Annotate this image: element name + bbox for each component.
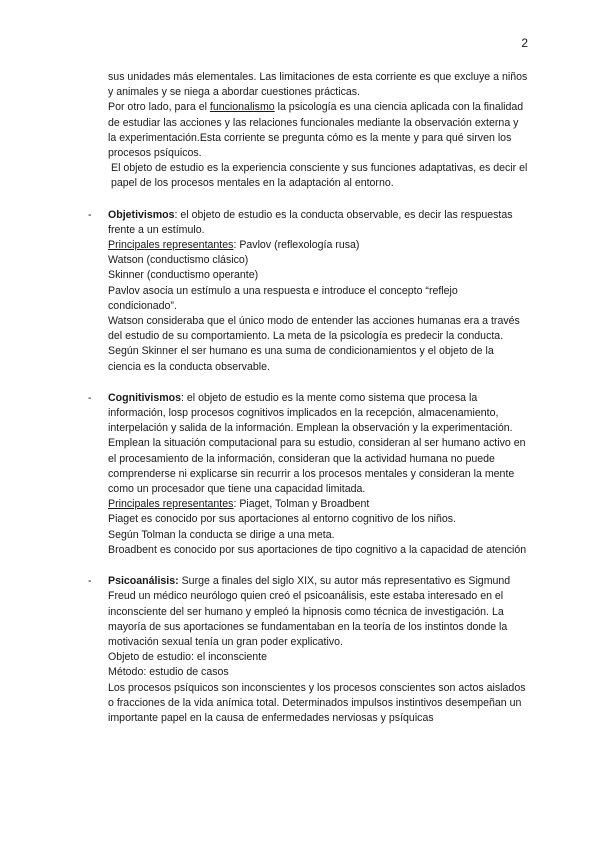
page-number: 2: [521, 36, 528, 50]
paragraph-broadbent: Broadbent es conocido por sus aportaciones de tipo cognitivo a la capacidad de atención: [108, 543, 527, 556]
representantes-list: : Piaget, Tolman y Broadbent: [233, 498, 370, 511]
intro-p2-before: Por otro lado, para el: [108, 101, 210, 114]
representantes-label: Principales representantes: [108, 239, 234, 252]
representante-watson: Watson (conductismo clásico): [108, 254, 249, 267]
paragraph-skinner: Según Skinner el ser humano es una suma de condicionamientos y el objeto de la ciencia es la conducta observable.: [108, 345, 494, 373]
representante-skinner: Skinner (conductismo operante): [108, 269, 259, 282]
paragraph-tolman: Según Tolman la conducta se dirige a una meta.: [108, 528, 335, 541]
objetivismo-definition: [108, 208, 528, 238]
cognitivismo-definition-text: : el objeto de estudio es la mente como sistema que procesa la información, losp procesos cognitivos implicados en la recepción, almacenamiento, interpelación y salida de la información. Emplean la observación y la experimentación.: [108, 391, 513, 435]
section-psicoanalisis: [88, 574, 528, 726]
bullet-dash: -: [88, 208, 92, 221]
cognitivismo-title: Cognitivismos: [108, 391, 181, 404]
psicoanalisis-title: Psicoanálisis:: [108, 575, 179, 588]
paragraph-procesos-psiquicos: Los procesos psíquicos son inconscientes y los procesos conscientes son actos aislados o fracciones de la vida anímica total. Determinados impulsos instintivos desempeñan un importante papel en la causa de enfermedades nerviosas y psíquicas: [108, 681, 526, 724]
cognitivismo-representantes: [108, 497, 528, 512]
paragraph-pavlov: Pavlov asocia un estímulo a una respuesta e introduce el concepto “reflejo condicionado”.: [108, 284, 458, 312]
intro-paragraph-3: El objeto de estudio es la experiencia consciente y sus funciones adaptativas, es decir el papel de los procesos mentales en la adaptación al entorno.: [111, 162, 528, 190]
psicoanalisis-metodo: Método: estudio de casos: [108, 666, 229, 679]
representantes-label: Principales representantes: [108, 498, 234, 511]
psicoanalisis-objeto: Objeto de estudio: el inconsciente: [108, 651, 268, 664]
cognitivismo-definition: [108, 391, 528, 437]
objetivismo-title: Objetivismos: [108, 208, 175, 221]
paragraph-watson: Watson consideraba que el único modo de entender las acciones humanas era a través del estudio de su comportamiento. La meta de la psicología es predecir la conducta.: [108, 315, 520, 343]
objetivismo-definition-text: : el objeto de estudio es la conducta observable, es decir las respuestas frente a un estímulo.: [108, 208, 513, 236]
document-body: [88, 70, 528, 726]
psicoanalisis-definition: [108, 574, 528, 650]
representante-pavlov: : Pavlov (reflexología rusa): [233, 239, 360, 252]
section-cognitivismo: [88, 391, 528, 558]
paragraph-analogia-computacional: Emplean la situación computacional para su estudio, consideran al ser humano activo en el procesamiento de la información, consideran que la actividad humana no puede comprenderse ni explicarse sin recurrir a los procesos mentales y consideran la mente como un procesador que tiene una capacidad limitada.: [108, 437, 526, 496]
objetivismo-representantes: [108, 238, 528, 253]
intro-paragraph-2: [108, 100, 528, 161]
funcionalismo-term: funcionalismo: [209, 101, 275, 114]
intro-paragraph-1: sus unidades más elementales. Las limitaciones de esta corriente es que excluye a niños y animales y se niega a abordar cuestiones prácticas.: [108, 71, 528, 99]
paragraph-piaget: Piaget es conocido por sus aportaciones al entorno cognitivo de los niños.: [108, 513, 457, 526]
intro-p2-after: la psicología es una ciencia aplicada con la finalidad de estudiar las acciones y las relaciones funcionales mediante la observación externa y la experimentación.Esta corriente se pregunta cómo es la mente y para qué sirven los procesos psíquicos.: [108, 101, 524, 160]
psicoanalisis-definition-text: Surge a finales del siglo XIX, su autor más representativo es Sigmund Freud un médico neurólogo quien creó el psicoanálisis, este estaba interesado en el inconsciente del ser humano y empleó la hipnosis como técnica de investigación. La mayoría de sus aportaciones se fundamentaban en la teoría de los instintos donde la motivación sexual tenía un gran poder explicativo.: [108, 575, 511, 648]
bullet-dash: -: [88, 575, 92, 588]
section-objetivismo: [88, 208, 528, 375]
bullet-dash: -: [88, 391, 92, 404]
